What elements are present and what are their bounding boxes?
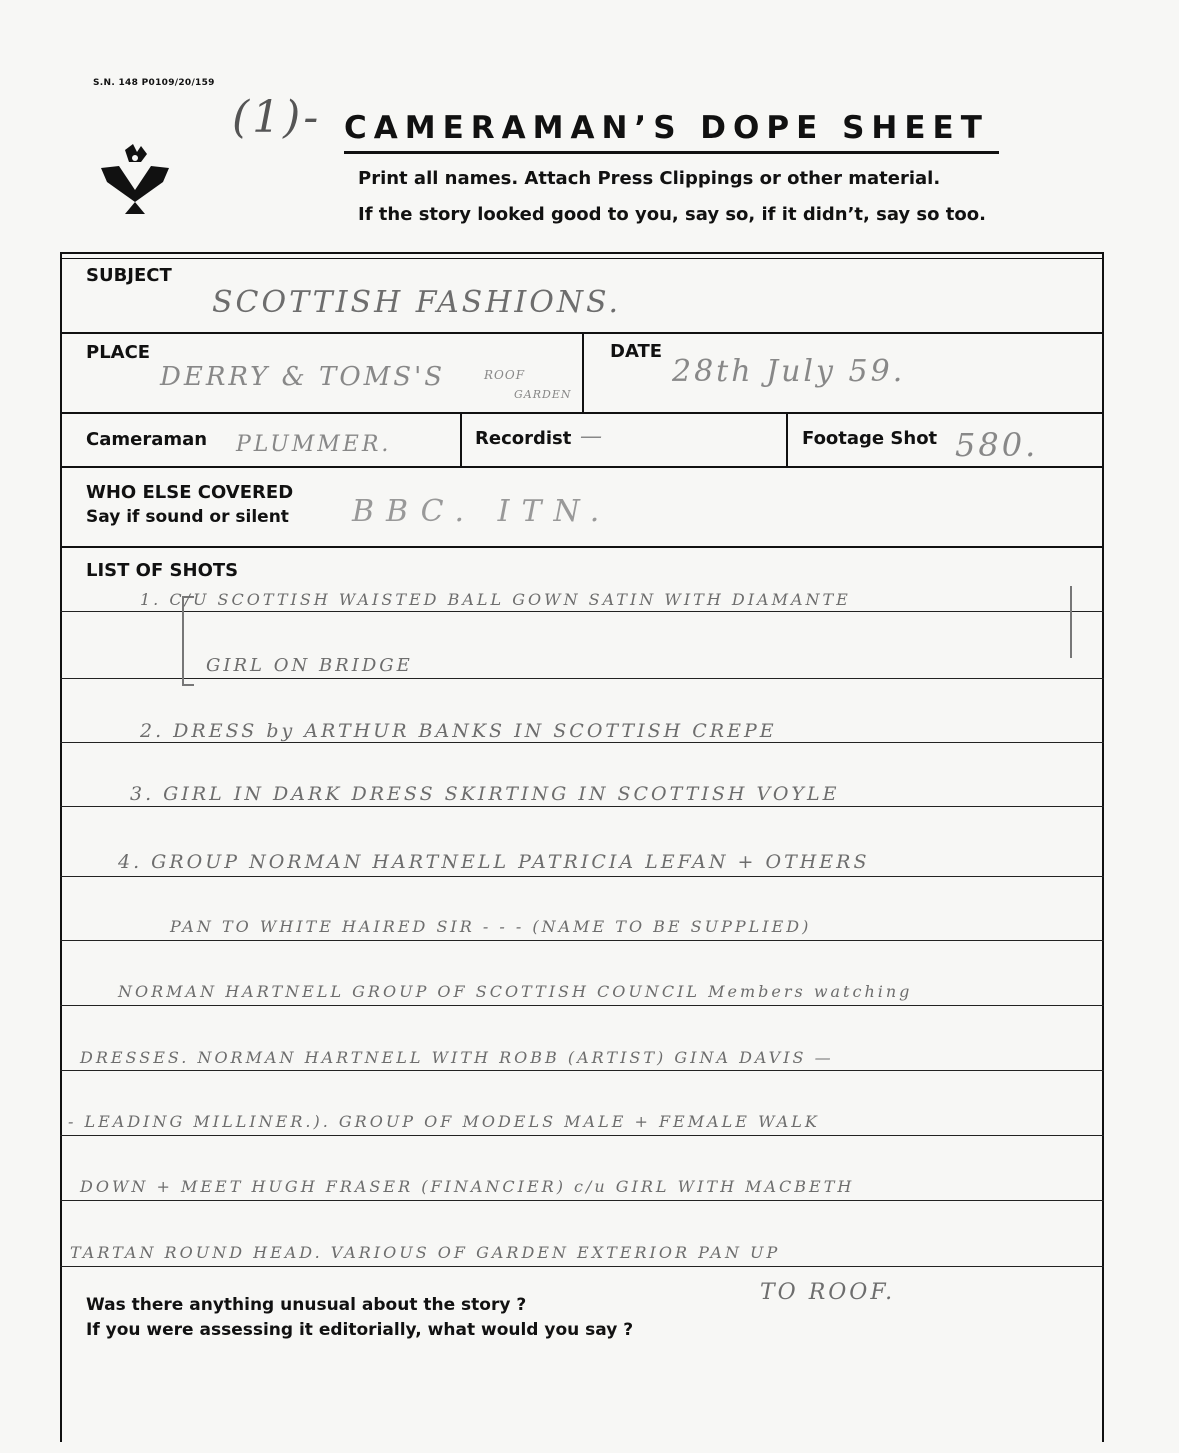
shot-line: 4. GROUP NORMAN HARTNELL PATRICIA LEFAN + OTHERS bbox=[118, 851, 870, 873]
shot-bracket-right bbox=[1058, 586, 1072, 658]
shot-rule bbox=[60, 611, 1104, 612]
question-editorial: If you were assessing it editorially, what would you say ? bbox=[86, 1320, 634, 1340]
shot-line: NORMAN HARTNELL GROUP OF SCOTTISH COUNCIL Members watching bbox=[118, 982, 913, 1001]
divider-place-date bbox=[582, 334, 584, 412]
place-value-garden: GARDEN bbox=[514, 388, 572, 401]
date-value: 28th July 59. bbox=[672, 354, 906, 389]
who-else-label: WHO ELSE COVERED bbox=[86, 482, 294, 503]
shot-line: - LEADING MILLINER.). GROUP OF MODELS MALE + FEMALE WALK bbox=[68, 1112, 820, 1131]
place-label: PLACE bbox=[86, 342, 151, 363]
recordist-label: Recordist bbox=[475, 428, 572, 449]
page-title: CAMERAMAN’S DOPE SHEET bbox=[344, 110, 989, 146]
place-value: DERRY & TOMS'S bbox=[160, 362, 446, 392]
shot-rule bbox=[60, 806, 1104, 807]
footage-value: 580. bbox=[955, 426, 1039, 464]
shot-rule bbox=[60, 940, 1104, 941]
who-else-value: BBC. ITN. bbox=[352, 494, 612, 529]
shot-rule bbox=[60, 1070, 1104, 1071]
subject-value: SCOTTISH FASHIONS. bbox=[212, 285, 622, 320]
instruction-line-1: Print all names. Attach Press Clippings or other material. bbox=[358, 168, 941, 189]
shot-rule bbox=[60, 1005, 1104, 1006]
divider-cameraman-recordist bbox=[460, 414, 462, 466]
form-code: S.N. 148 P0109/20/159 bbox=[93, 78, 215, 88]
footage-label: Footage Shot bbox=[802, 428, 938, 449]
shot-line: 1. C/U SCOTTISH WAISTED BALL GOWN SATIN WITH DIAMANTE bbox=[140, 590, 851, 609]
row-rule-place bbox=[60, 412, 1104, 414]
title-rule bbox=[344, 151, 999, 154]
shot-line: TARTAN ROUND HEAD. VARIOUS OF GARDEN EXTERIOR PAN UP bbox=[70, 1243, 781, 1262]
shot-rule bbox=[60, 678, 1104, 679]
subject-label: SUBJECT bbox=[86, 265, 172, 286]
recordist-value: — bbox=[580, 424, 605, 449]
shot-line: DRESSES. NORMAN HARTNELL WITH ROBB (ARTIST) GINA DAVIS — bbox=[80, 1048, 834, 1067]
shot-line: PAN TO WHITE HAIRED SIR - - - (NAME TO BE SUPPLIED) bbox=[170, 917, 812, 936]
date-label: DATE bbox=[610, 341, 663, 362]
row-rule-cameraman bbox=[60, 466, 1104, 468]
sheet-number: (1)- bbox=[232, 92, 322, 143]
instruction-line-2: If the story looked good to you, say so, if it didn’t, say so too. bbox=[358, 204, 986, 225]
cameraman-label: Cameraman bbox=[86, 429, 208, 450]
shot-rule bbox=[60, 742, 1104, 743]
who-else-sublabel: Say if sound or silent bbox=[86, 507, 289, 527]
shot-line: 3. GIRL IN DARK DRESS SKIRTING IN SCOTTISH VOYLE bbox=[130, 783, 840, 805]
divider-recordist-footage bbox=[786, 414, 788, 466]
shot-rule bbox=[60, 1266, 1104, 1267]
shot-line: DOWN + MEET HUGH FRASER (FINANCIER) c/u GIRL WITH MACBETH bbox=[80, 1177, 855, 1196]
shot-rule bbox=[60, 876, 1104, 877]
logo-icon bbox=[95, 140, 175, 220]
shots-label: LIST OF SHOTS bbox=[86, 560, 239, 581]
shot-rule bbox=[60, 1135, 1104, 1136]
shot-bracket-left bbox=[182, 596, 194, 686]
shot-line: 2. DRESS by ARTHUR BANKS IN SCOTTISH CREPE bbox=[140, 720, 777, 742]
shot-rule bbox=[60, 1200, 1104, 1201]
cameraman-value: PLUMMER. bbox=[236, 432, 392, 457]
shot-line: TO ROOF. bbox=[760, 1280, 896, 1305]
question-unusual: Was there anything unusual about the story ? bbox=[86, 1295, 527, 1315]
row-rule-who-else bbox=[60, 546, 1104, 548]
form-top-inner-rule bbox=[60, 258, 1104, 259]
shot-line: GIRL ON BRIDGE bbox=[206, 655, 413, 676]
place-value-roof: ROOF bbox=[484, 368, 526, 382]
